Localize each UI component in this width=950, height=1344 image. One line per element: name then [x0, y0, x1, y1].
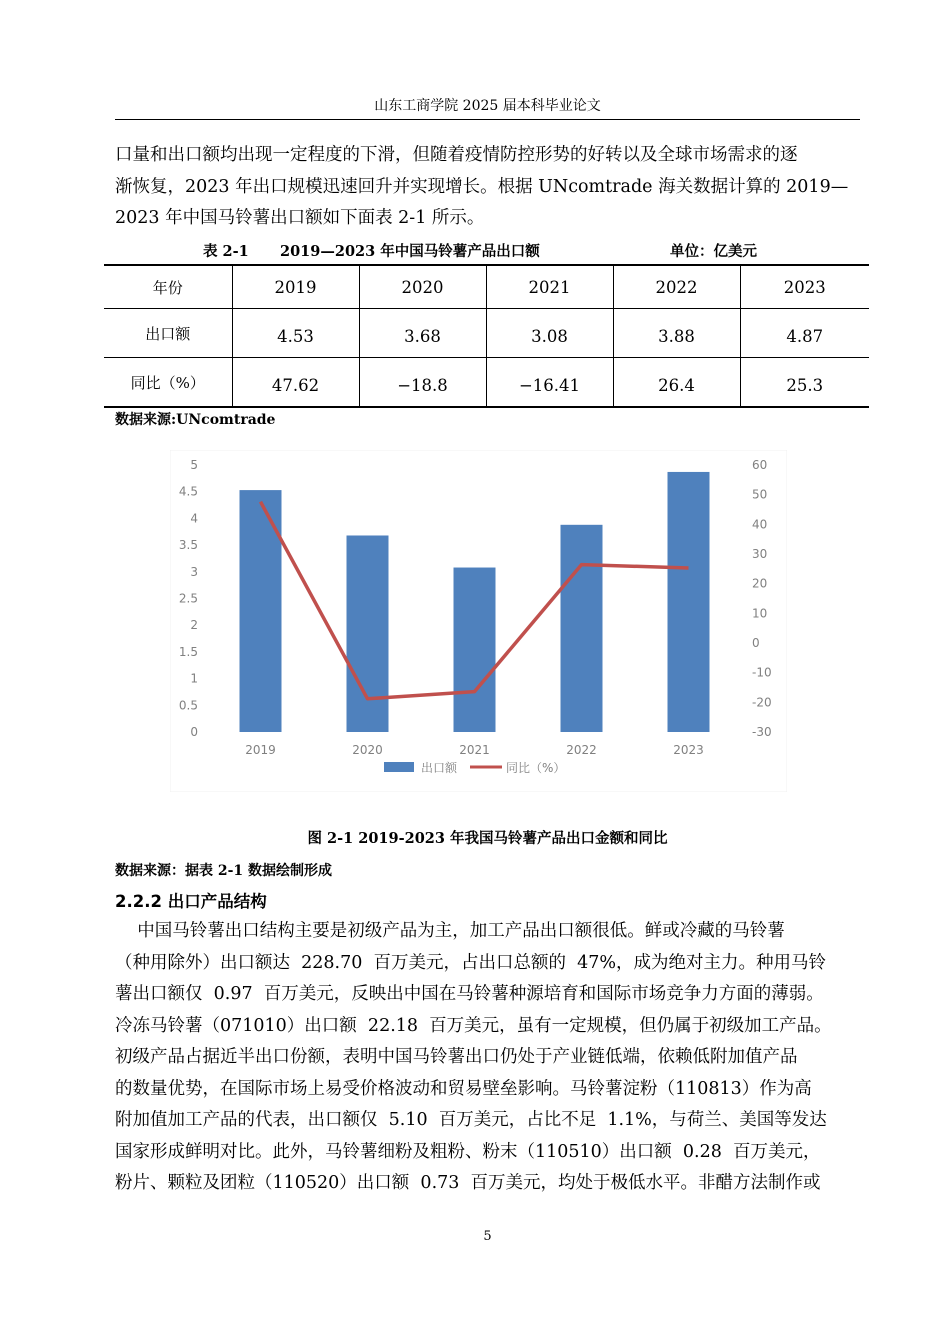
- table-header-cell: 2022: [613, 265, 740, 309]
- legend-label-yoy: 同比（%）: [506, 761, 566, 775]
- table-cell: 4.87: [740, 309, 869, 358]
- left-axis-tick-label: 4.5: [178, 484, 198, 499]
- section-heading: 2.2.2 出口产品结构: [115, 892, 267, 911]
- table-row: [104, 358, 869, 408]
- right-axis-tick-label: 50: [752, 487, 768, 502]
- body-line: 初级产品占据近半出口份额，表明中国马铃薯出口仍处于产业链低端，依赖低附加值产品: [115, 1047, 798, 1067]
- body-line: 国家形成鲜明对比。此外，马铃薯细粉及粗粉、粉末（110510）出口额 0.28 百万美元，: [115, 1141, 821, 1162]
- table-cell: 47.62: [232, 358, 359, 408]
- table-header-cell: 2021: [486, 265, 613, 309]
- bar-export-2020: [347, 535, 389, 732]
- table-row-label: 出口额: [104, 309, 232, 358]
- table-cell: 26.4: [613, 358, 740, 408]
- table-header-cell: 2023: [740, 265, 869, 309]
- bar-export-2023: [668, 472, 710, 732]
- right-axis-tick-label: 20: [752, 576, 768, 591]
- legend-swatch-export: [384, 762, 414, 772]
- table-cell: −18.8: [359, 358, 486, 408]
- right-axis-tick-label: -10: [752, 665, 772, 680]
- table-cell: 25.3: [740, 358, 869, 408]
- x-axis-tick-label: 2021: [459, 743, 490, 757]
- left-axis-tick-label: 2.5: [178, 591, 198, 606]
- left-axis-tick-label: 4: [190, 511, 198, 526]
- table-row-label: 同比（%）: [104, 358, 232, 408]
- left-axis-tick-label: 3.5: [178, 538, 198, 553]
- table-header-cell: 年份: [104, 265, 232, 309]
- body-line: 冷冻马铃薯（071010）出口额 22.18 百万美元，虽有一定规模，但仍属于初级加工产品。: [115, 1015, 832, 1036]
- body-line: 薯出口额仅 0.97 百万美元，反映出中国在马铃薯种源培育和国际市场竞争力方面的薄弱。: [115, 984, 824, 1004]
- x-axis-tick-label: 2019: [245, 743, 276, 757]
- intro-line: 2023 年中国马铃薯出口额如下面表 2-1 所示。: [115, 208, 485, 228]
- left-axis-tick-label: 0: [190, 725, 198, 739]
- table-caption: [115, 241, 860, 263]
- running-header: 山东工商学院 2025 届本科毕业论文: [374, 98, 601, 114]
- left-axis-tick-label: 2: [190, 618, 198, 633]
- x-axis-tick-label: 2023: [673, 743, 704, 757]
- right-axis-tick-label: 60: [752, 458, 768, 472]
- page-number: 5: [483, 1229, 492, 1244]
- table-caption-unit: 单位：亿美元: [670, 243, 757, 260]
- chart-svg: [170, 450, 787, 792]
- table-cell: 3.88: [613, 309, 740, 358]
- table-cell: −16.41: [486, 358, 613, 408]
- left-axis-tick-label: 3: [190, 564, 198, 579]
- left-axis-tick-label: 1: [190, 671, 198, 686]
- right-axis-tick-label: 0: [752, 636, 760, 650]
- right-axis-tick-label: 30: [752, 547, 768, 561]
- table-cell: 3.08: [486, 309, 613, 358]
- body-line: （种用除外）出口额达 228.70 百万美元，占出口总额的 47%，成为绝对主力。种用马铃: [115, 952, 827, 973]
- body-line: 粉片、颗粒及团粒（110520）出口额 0.73 百万美元，均处于极低水平。非醋方法制作或: [115, 1173, 821, 1193]
- x-axis-tick-label: 2020: [352, 743, 383, 757]
- left-axis-tick-label: 1.5: [178, 644, 198, 659]
- figure-source: 数据来源：据表 2-1 数据绘制形成: [115, 863, 333, 879]
- table-header-row: [104, 265, 869, 309]
- body-paragraph: [115, 916, 860, 1200]
- intro-line: 渐恢复，2023 年出口规模迅速回升并实现增长。根据 UNcomtrade 海关数据计算的 2019—: [115, 176, 849, 197]
- body-line: 的数量优势，在国际市场上易受价格波动和贸易壁垒影响。马铃薯淀粉（110813）作为高: [115, 1078, 812, 1099]
- right-axis-tick-label: -20: [752, 695, 772, 710]
- table-source: 数据来源:UNcomtrade: [115, 412, 276, 428]
- table-header-cell: 2020: [359, 265, 486, 309]
- bar-export-2021: [454, 568, 496, 732]
- intro-line: 口量和出口额均出现一定程度的下滑，但随着疫情防控形势的好转以及全球市场需求的逐: [115, 145, 798, 165]
- body-line: 附加值加工产品的代表，出口额仅 5.10 百万美元，占比不足 1.1%，与荷兰、美国等发达: [115, 1110, 827, 1130]
- table-header-cell: 2019: [232, 265, 359, 309]
- intro-paragraph: [115, 140, 860, 235]
- export-table: [104, 264, 869, 408]
- header-rule: [115, 119, 860, 120]
- export-chart: [170, 450, 787, 792]
- figure-caption: 图 2-1 2019-2023 年我国马铃薯产品出口金额和同比: [307, 830, 668, 847]
- table-caption-title: 2019—2023 年中国马铃薯产品出口额: [280, 243, 540, 260]
- table-caption-number: 表 2-1: [203, 243, 249, 260]
- table-cell: 3.68: [359, 309, 486, 358]
- right-axis-tick-label: 10: [752, 606, 768, 621]
- left-axis-tick-label: 5: [190, 458, 198, 472]
- table-cell: 4.53: [232, 309, 359, 358]
- body-line: 中国马铃薯出口结构主要是初级产品为主，加工产品出口额很低。鲜或冷藏的马铃薯: [115, 921, 785, 941]
- legend-label-export: 出口额: [421, 761, 458, 775]
- x-axis-tick-label: 2022: [566, 743, 597, 757]
- table-row: [104, 309, 869, 358]
- right-axis-tick-label: 40: [752, 517, 768, 532]
- left-axis-tick-label: 0.5: [178, 698, 198, 713]
- right-axis-tick-label: -30: [752, 725, 772, 739]
- bar-export-2022: [561, 525, 603, 732]
